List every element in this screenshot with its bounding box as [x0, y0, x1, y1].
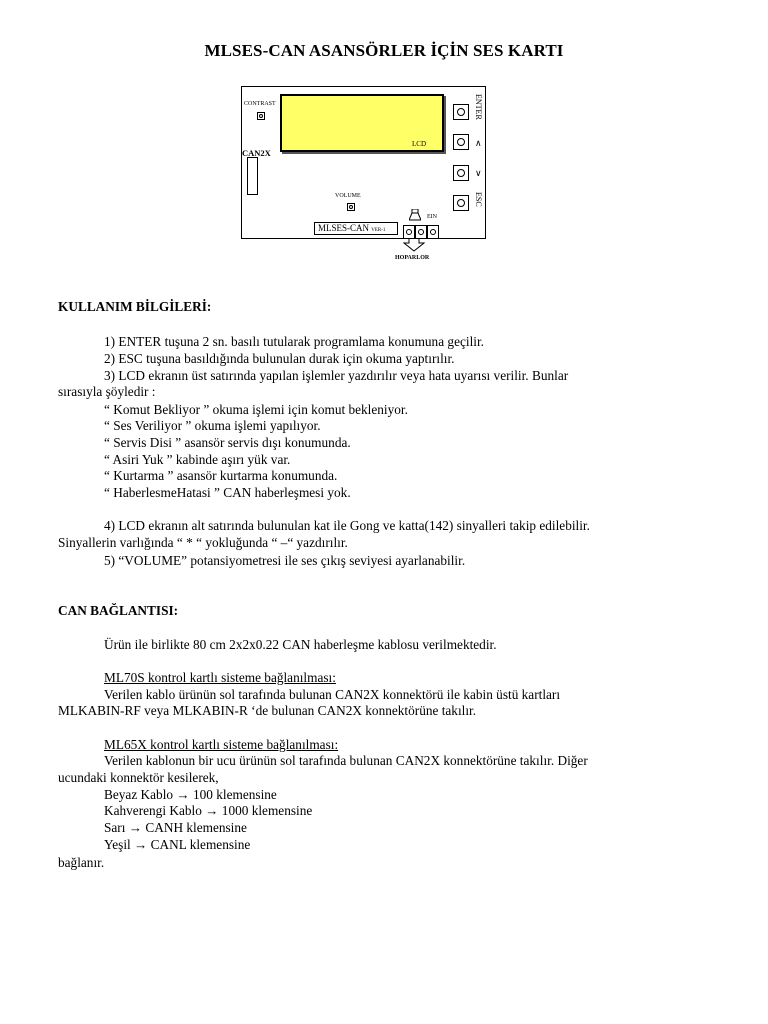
model-label — [314, 222, 398, 235]
usage-line: 5) “VOLUME” potansiyometresi ile ses çıkış seviyesi ayarlanabilir. — [104, 553, 466, 568]
terminal-icon — [415, 225, 427, 239]
usage-line: 2) ESC tuşuna basıldığında bulunulan durak için okuma yaptırılır. — [104, 351, 455, 366]
model-name: MLSES-CAN — [318, 223, 370, 233]
usage-line: “ Servis Disi ” asansör servis dışı konumunda. — [104, 435, 351, 450]
usage-line: 1) ENTER tuşuna 2 sn. basılı tutularak programlama konumuna geçilir. — [104, 334, 484, 349]
usage-line: “ Komut Bekliyor ” okuma işlemi için komut bekleniyor. — [104, 402, 408, 417]
ml70s-line: MLKABIN-RF veya MLKABIN-R ‘de bulunan CAN2X konnektörüne takılır. — [58, 703, 477, 718]
ml70s-line: Verilen kablo ürünün sol tarafında bulunan CAN2X konnektörü ile kabin üstü kartları — [104, 687, 561, 702]
terminal-icon — [403, 225, 415, 239]
usage-line: Sinyallerin varlığında “ * “ yokluğunda “ –“ yazdırılır. — [58, 535, 348, 550]
ml65x-line: Yeşil → CANL klemensine — [104, 837, 251, 852]
volume-knob-icon — [347, 203, 355, 211]
usage-line: “ Asiri Yuk ” kabinde aşırı yük var. — [104, 452, 291, 467]
usage-line: 3) LCD ekranın üst satırında yapılan işlemler yazdırılır veya hata uyarısı verilir. Bunlar — [104, 368, 569, 383]
usage-line: “ Ses Veriliyor ” okuma işlemi yapılıyor. — [104, 418, 321, 433]
page-title: MLSES-CAN ASANSÖRLER İÇİN SES KARTI — [204, 41, 564, 60]
hoparlor-label: HOPARLOR — [395, 255, 430, 261]
device-diagram — [241, 86, 486, 239]
contrast-label: CONTRAST — [244, 101, 276, 107]
contrast-knob-icon — [257, 112, 265, 120]
usage-line: 4) LCD ekranın alt satırında bulunulan kat ile Gong ve katta(142) sinyalleri takip edilebilir. — [104, 518, 590, 533]
volume-label: VOLUME — [335, 193, 361, 199]
model-version: VER-1 — [371, 228, 386, 233]
down-arrow-label: ∨ — [475, 168, 482, 178]
down-button-icon — [453, 165, 469, 181]
can-heading: CAN BAĞLANTISI: — [58, 603, 179, 618]
up-button-icon — [453, 134, 469, 150]
esc-label: ESC — [474, 192, 483, 207]
lcd-label: LCD — [412, 140, 426, 148]
ml65x-subtitle: ML65X kontrol kartlı sisteme bağlanılması: — [104, 737, 339, 752]
can2x-connector — [247, 157, 258, 195]
terminal-icon — [427, 225, 439, 239]
enter-label: ENTER — [474, 94, 483, 120]
up-arrow-label: ∧ — [475, 138, 482, 148]
ml65x-line: bağlanır. — [58, 855, 105, 870]
ml70s-subtitle: ML70S kontrol kartlı sisteme bağlanılması: — [104, 670, 336, 685]
speaker-icon — [409, 209, 421, 223]
esc-button-icon — [453, 195, 469, 211]
ml65x-line: Verilen kablonun bir ucu ürünün sol tarafında bulunan CAN2X konnektörüne takılır. Diğer — [104, 753, 588, 768]
enter-button-icon — [453, 104, 469, 120]
ml65x-line: Beyaz Kablo → 100 klemensine — [104, 787, 277, 802]
can-intro: Ürün ile birlikte 80 cm 2x2x0.22 CAN haberleşme kablosu verilmektedir. — [104, 637, 497, 652]
usage-line: “ HaberlesmeHatasi ” CAN haberleşmesi yok. — [104, 485, 351, 500]
usage-line: sırasıyla şöyledir : — [58, 384, 156, 399]
usage-line: “ Kurtarma ” asansör kurtarma konumunda. — [104, 468, 338, 483]
ein-label: EIN — [427, 214, 437, 220]
speaker-terminal-block — [403, 225, 439, 239]
ml65x-line: Sarı → CANH klemensine — [104, 820, 247, 835]
ml65x-line: ucundaki konnektör kesilerek, — [58, 770, 219, 785]
can2x-label: CAN2X — [242, 148, 271, 158]
lcd-screen — [280, 94, 444, 152]
hoparlor-arrow-icon — [403, 238, 425, 252]
ml65x-line: Kahverengi Kablo → 1000 klemensine — [104, 803, 313, 818]
usage-heading: KULLANIM BİLGİLERİ: — [58, 299, 212, 314]
